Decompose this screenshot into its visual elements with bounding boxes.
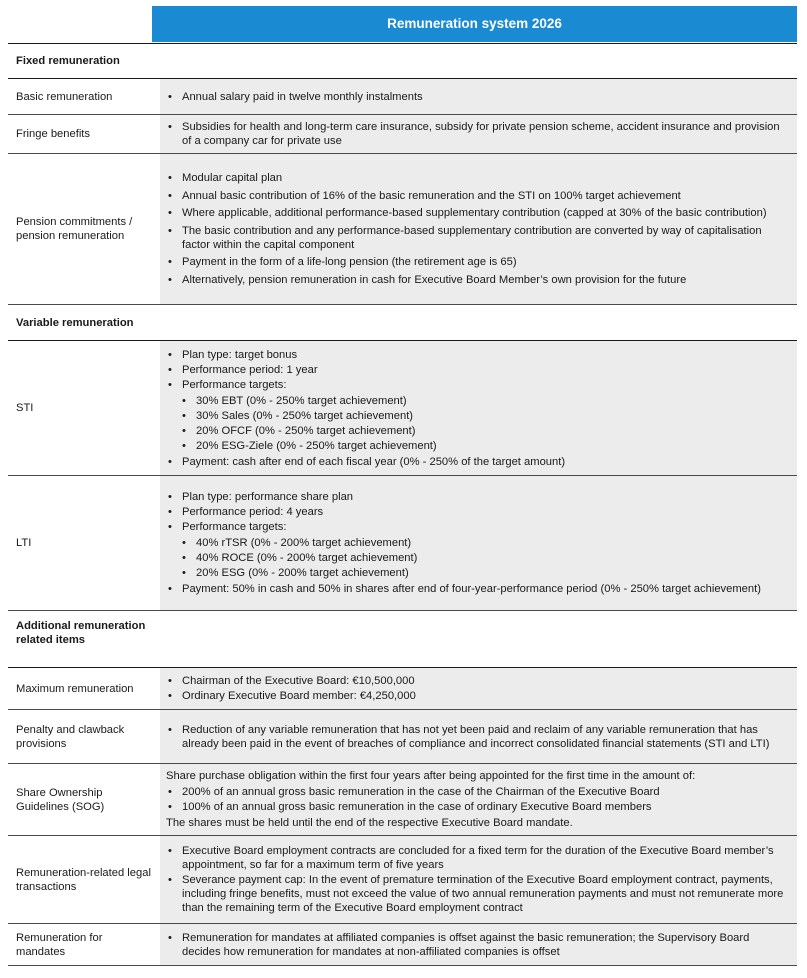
list-item: • The basic contribution and any performance-based supplementary contribution are converted by way of capitalisation factor within the capital component <box>166 224 791 252</box>
list-item: • Remuneration for mandates at affiliated companies is offset against the basic remuneration; the Supervisory Board decides how remuneration for mandates at non-affiliated companies is offset <box>166 931 791 959</box>
list-item: • Plan type: target bonus <box>166 348 791 362</box>
row-basic-remuneration <box>8 79 797 115</box>
target-item: • 40% rTSR (0% - 200% target achievement) <box>166 536 791 550</box>
row-label: Remuneration-related legal transactions <box>16 866 151 893</box>
list-item: • Ordinary Executive Board member: €4,250,000 <box>166 689 791 703</box>
list-item: • Modular capital plan <box>166 171 791 185</box>
list-item: • Plan type: performance share plan <box>166 490 791 504</box>
target-item: • 20% OFCF (0% - 250% target achievement) <box>166 424 791 438</box>
list-item: • Performance targets: <box>166 378 791 392</box>
sog-intro: Share purchase obligation within the first four years after being appointed for the first time in the amount of: <box>166 770 696 782</box>
row-label: STI <box>16 402 34 414</box>
row-content <box>160 115 797 153</box>
section-title: Variable remuneration <box>16 316 134 329</box>
row-label: LTI <box>16 537 32 549</box>
row-content <box>160 924 797 965</box>
section-fixed-remuneration <box>8 44 797 79</box>
row-pension <box>8 154 797 305</box>
row-label: Basic remuneration <box>16 90 113 103</box>
target-item: • 30% Sales (0% - 250% target achievement) <box>166 409 791 423</box>
list-item: • Annual salary paid in twelve monthly instalments <box>166 90 791 104</box>
list-item: • Performance targets: <box>166 520 791 534</box>
list-item: • Annual basic contribution of 16% of the basic remuneration and the STI on 100% target achievement <box>166 189 791 203</box>
target-item: • 40% ROCE (0% - 200% target achievement) <box>166 551 791 565</box>
list-item: • Alternatively, pension remuneration in cash for Executive Board Member’s own provision for the future <box>166 273 791 287</box>
row-content <box>160 79 797 114</box>
sog-outro: The shares must be held until the end of the respective Executive Board mandate. <box>166 817 573 829</box>
row-content <box>160 476 797 610</box>
row-label: Share Ownership Guidelines (SOG) <box>16 786 105 813</box>
list-item: • Performance period: 1 year <box>166 363 791 377</box>
row-label: Remuneration for mandates <box>16 931 103 958</box>
list-item: • Severance payment cap: In the event of premature termination of the Executive Board employment contract, payments, including fringe benefits, must not exceed the value of two annual remuneration payments and must not remunerate more than the remaining term of the Executive Board employment contract <box>166 873 791 915</box>
target-item: • 20% ESG (0% - 200% target achievement) <box>166 566 791 580</box>
list-item: • Executive Board employment contracts are concluded for a fixed term for the duration of the Executive Board member’s appointment, so far for a maximum term of five years <box>166 844 791 872</box>
section-title: Additional remuneration related items <box>16 620 146 646</box>
section-additional <box>8 611 797 668</box>
section-title: Fixed remuneration <box>16 55 120 67</box>
row-fringe-benefits <box>8 115 797 154</box>
section-variable-remuneration <box>8 305 797 341</box>
row-label: Penalty and clawback provisions <box>16 723 125 750</box>
row-content <box>160 836 797 923</box>
row-content <box>160 154 797 304</box>
row-lti <box>8 476 797 611</box>
row-label: Pension commitments / pension remuneration <box>16 216 133 242</box>
list-item: • 100% of an annual gross basic remuneration in the case of ordinary Executive Board members <box>166 800 791 814</box>
row-content <box>160 341 797 475</box>
row-content <box>160 668 797 709</box>
row-penalty-clawback <box>8 710 797 764</box>
row-maximum-remuneration <box>8 668 797 710</box>
row-sti <box>8 341 797 476</box>
row-content <box>160 764 797 835</box>
list-item: • Payment: 50% in cash and 50% in shares after end of four-year-performance period (0% - 250% target achievement) <box>166 582 791 596</box>
list-item: • Performance period: 4 years <box>166 505 791 519</box>
table-header: Remuneration system 2026 <box>152 6 797 42</box>
target-item: • 30% EBT (0% - 250% target achievement) <box>166 394 791 408</box>
row-mandates <box>8 924 797 966</box>
row-label: Fringe benefits <box>16 128 91 140</box>
row-share-ownership <box>8 764 797 836</box>
row-content <box>160 710 797 763</box>
row-label: Maximum remuneration <box>16 682 134 695</box>
list-item: • Subsidies for health and long-term care insurance, subsidy for private pension scheme, accident insurance and provision of a company car for private use <box>166 120 791 148</box>
list-item: • Payment in the form of a life-long pension (the retirement age is 65) <box>166 255 791 269</box>
list-item: • 200% of an annual gross basic remuneration in the case of the Chairman of the Executive Board <box>166 785 791 799</box>
list-item: • Reduction of any variable remuneration that has not yet been paid and reclaim of any variable remuneration that has already been paid in the event of breaches of compliance and incorrect consolidated financial statements (STI and LTI) <box>166 723 791 751</box>
list-item: • Chairman of the Executive Board: €10,500,000 <box>166 674 791 688</box>
target-item: • 20% ESG-Ziele (0% - 250% target achievement) <box>166 439 791 453</box>
list-item: • Where applicable, additional performance-based supplementary contribution (capped at 30% of the basic contribution) <box>166 206 791 220</box>
list-item: • Payment: cash after end of each fiscal year (0% - 250% of the target amount) <box>166 455 791 469</box>
row-legal-transactions <box>8 836 797 924</box>
